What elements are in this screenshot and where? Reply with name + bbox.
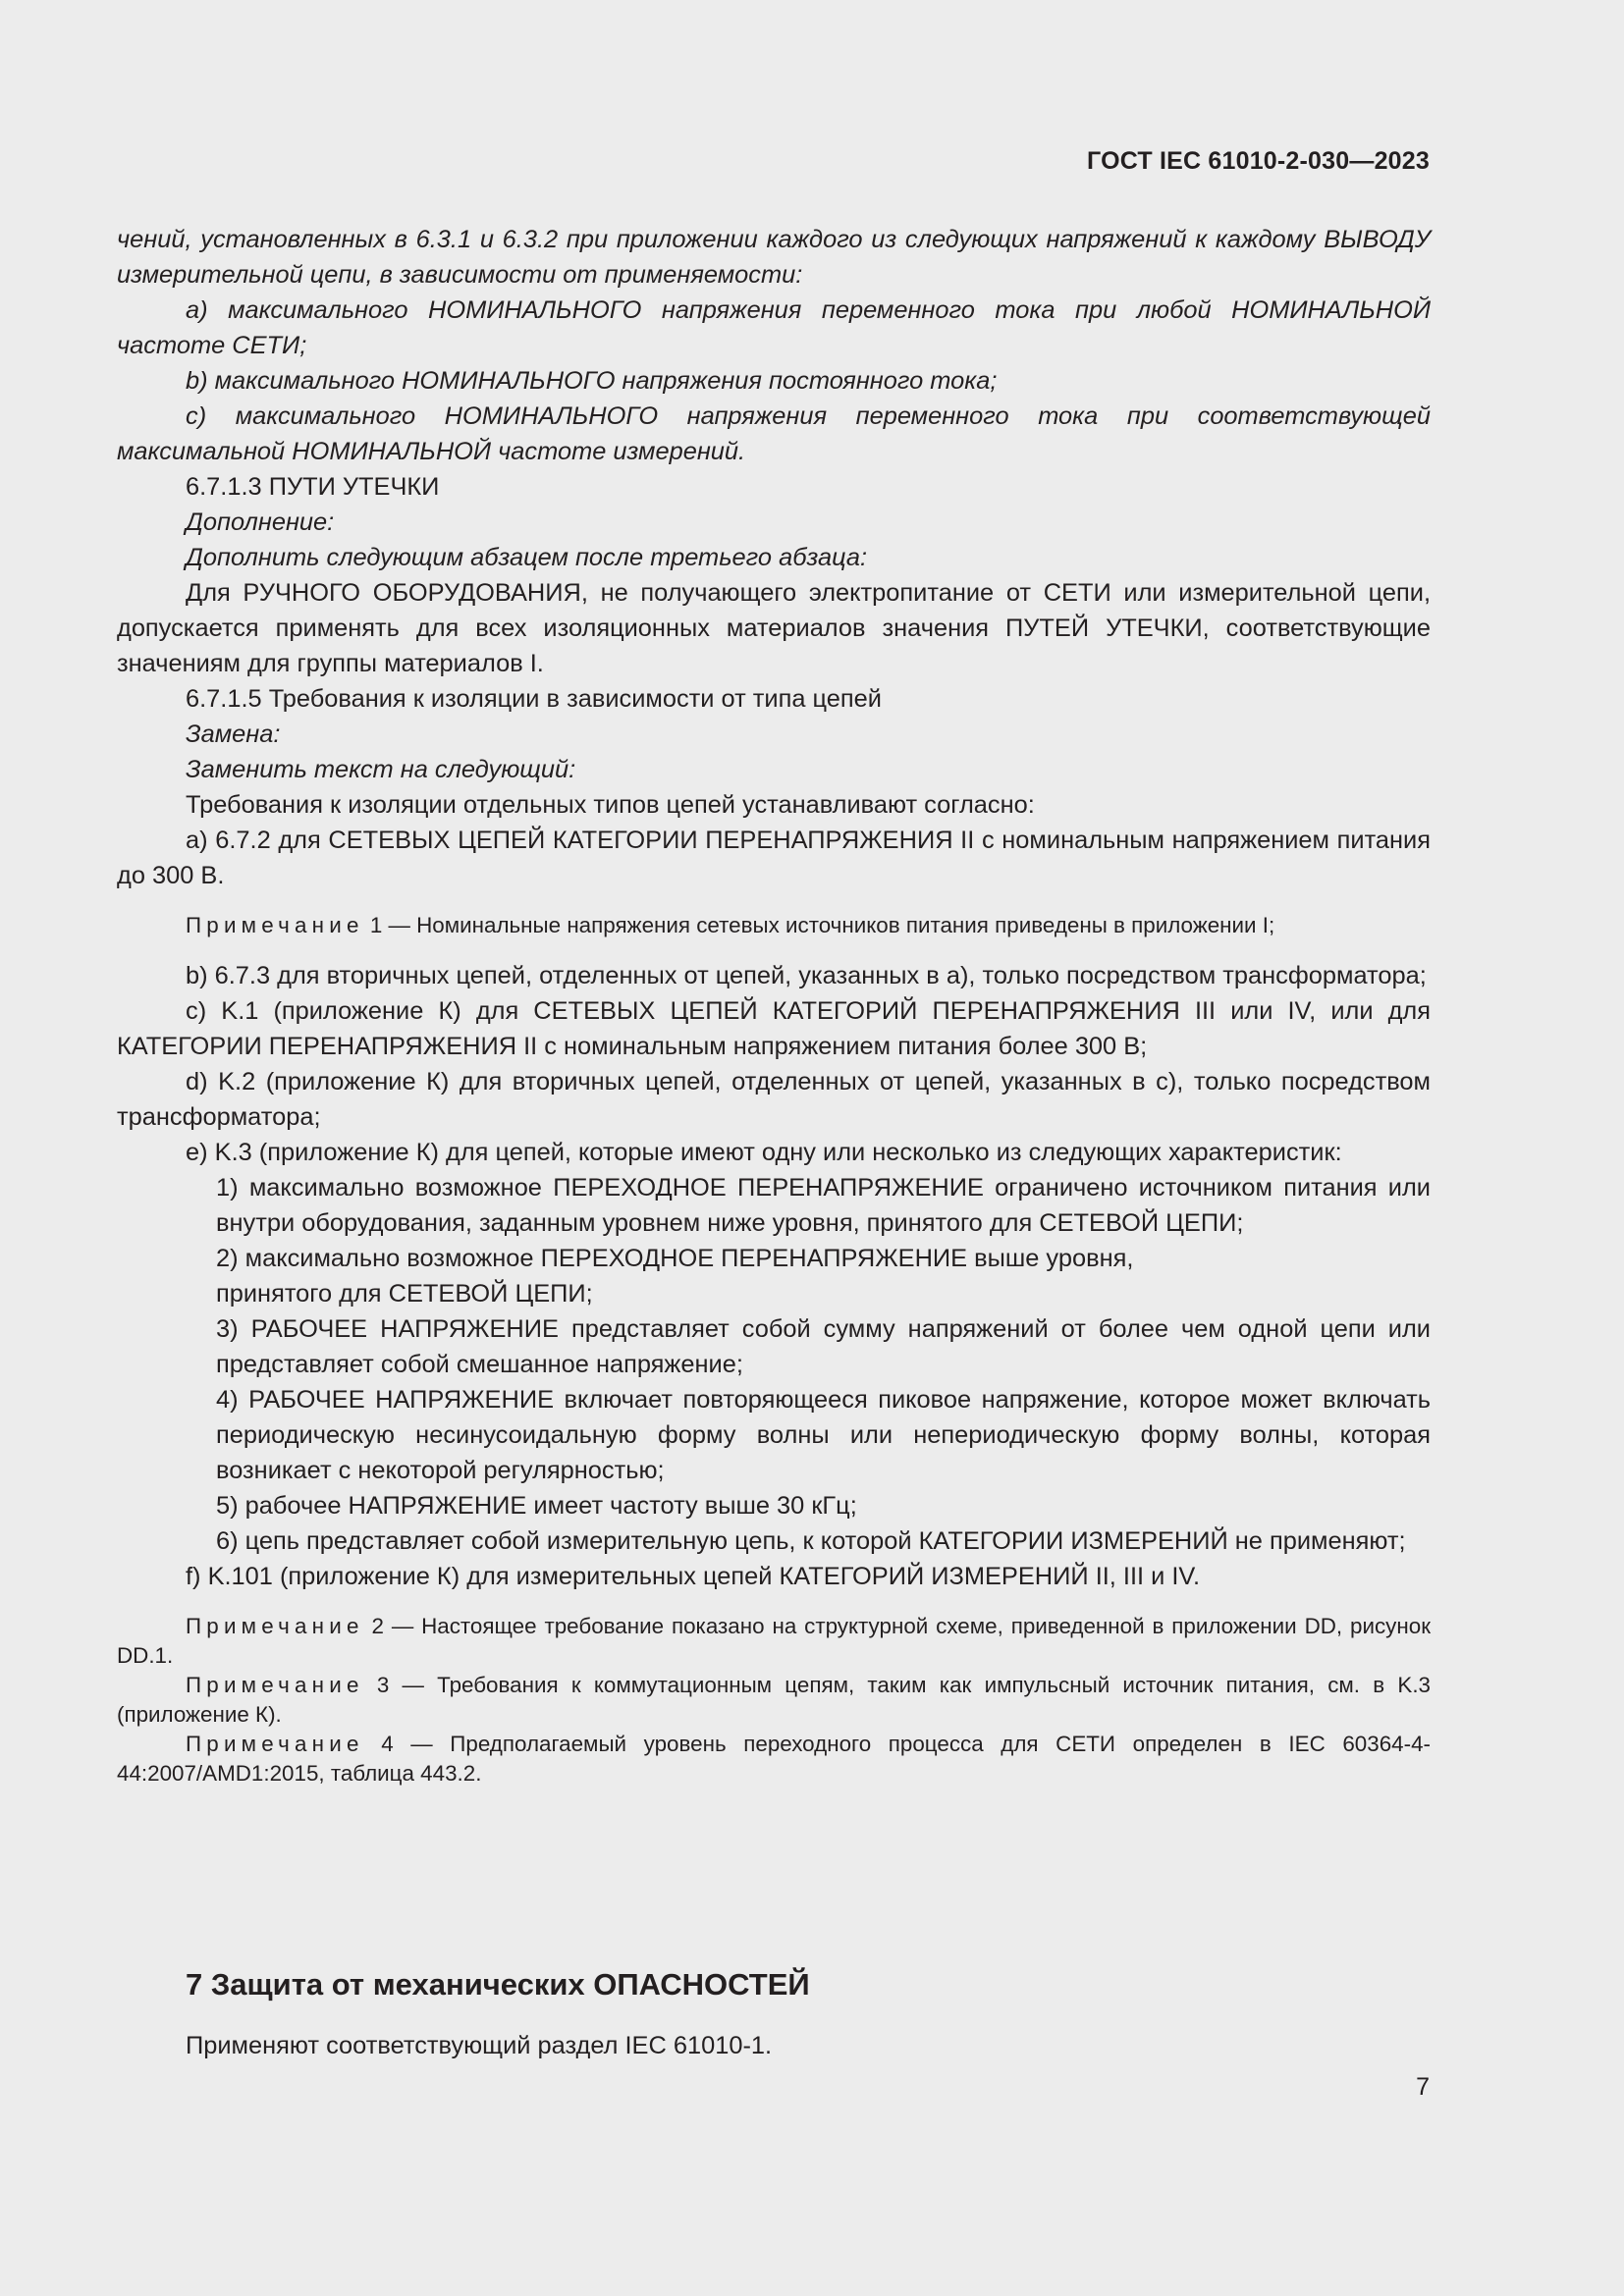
note-text: 2 — Настоящее требование показано на структурной схеме, приведенной в приложении DD, рисунок DD.1. [117, 1614, 1431, 1668]
requirement-item-a: a) 6.7.2 для СЕТЕВЫХ ЦЕПЕЙ КАТЕГОРИИ ПЕРЕНАПРЯЖЕНИЯ II с номинальным напряжением питания до 300 В. [117, 827, 1431, 889]
requirement-item-f: f) K.101 (приложение К) для измерительных цепей КАТЕГОРИЙ ИЗМЕРЕНИЙ II, III и IV. [186, 1563, 1201, 1590]
characteristic-item-1: 1) максимально возможное ПЕРЕХОДНОЕ ПЕРЕНАПРЯЖЕНИЕ ограничено источником питания или внутри оборудования, заданным уровнем ниже уровня, принятого для СЕТЕВОЙ ЦЕПИ; [216, 1174, 1431, 1237]
characteristic-item-5: 5) рабочее НАПРЯЖЕНИЕ имеет частоту выше 30 кГц; [216, 1492, 857, 1520]
section-6713-title: 6.7.1.3 ПУТИ УТЕЧКИ [186, 473, 440, 501]
note-label: Примечание [186, 1673, 364, 1697]
note-text: 3 — Требования к коммутационным цепям, таким как импульсный источник питания, см. в K.3 (приложение К). [117, 1673, 1431, 1727]
note-text: 4 — Предполагаемый уровень переходного процесса для СЕТИ определен в IEC 60364-4-44:2007/AMD1:2015, таблица 443.2. [117, 1732, 1431, 1786]
note-label: Примечание [186, 1614, 364, 1638]
page-number: 7 [1416, 2073, 1430, 2101]
note-label: Примечание [186, 913, 364, 937]
characteristic-item-2-line-1: 2) максимально возможное ПЕРЕХОДНОЕ ПЕРЕНАПРЯЖЕНИЕ выше уровня, [216, 1245, 1134, 1272]
list-item-a: a) максимального НОМИНАЛЬНОГО напряжения переменного тока при любой НОМИНАЛЬНОЙ частоте СЕТИ; [117, 296, 1431, 359]
requirement-item-d: d) K.2 (приложение К) для вторичных цепей, отделенных от цепей, указанных в c), только посредством трансформатора; [117, 1068, 1431, 1131]
note-text: 1 — Номинальные напряжения сетевых источников питания приведены в приложении I; [363, 913, 1275, 937]
section-6715-instruction: Заменить текст на следующий: [186, 756, 576, 783]
note-3 [117, 1671, 1431, 1730]
document-body [117, 222, 1431, 1789]
section-6715-intro: Требования к изоляции отдельных типов цепей устанавливают согласно: [186, 791, 1035, 819]
characteristic-item-3: 3) РАБОЧЕЕ НАПРЯЖЕНИЕ представляет собой сумму напряжений от более чем одной цепи или представляет собой смешанное напряжение; [216, 1315, 1431, 1378]
section-6715-title: 6.7.1.5 Требования к изоляции в зависимости от типа цепей [186, 685, 882, 713]
section-7-heading: 7 Защита от механических ОПАСНОСТЕЙ [186, 1967, 810, 2002]
section-6713-addition: Дополнение: [186, 508, 335, 536]
section-6713-text: Для РУЧНОГО ОБОРУДОВАНИЯ, не получающего электропитание от СЕТИ или измерительной цепи, допускается применять для всех изоляционных материалов значения ПУТЕЙ УТЕЧКИ, соответствующие значениям для группы материалов I. [117, 579, 1431, 677]
note-1 [117, 911, 1431, 940]
list-item-b: b) максимального НОМИНАЛЬНОГО напряжения постоянного тока; [186, 367, 998, 395]
note-label: Примечание [186, 1732, 364, 1756]
characteristic-item-2-line-2: принятого для СЕТЕВОЙ ЦЕПИ; [216, 1280, 593, 1308]
document-header: ГОСТ IEC 61010-2-030—2023 [1087, 147, 1430, 175]
requirement-item-b: b) 6.7.3 для вторичных цепей, отделенных от цепей, указанных в a), только посредством трансформатора; [186, 962, 1427, 989]
section-7-text: Применяют соответствующий раздел IEC 61010-1. [186, 2032, 773, 2059]
section-6715-replacement: Замена: [186, 721, 281, 748]
characteristic-item-6: 6) цепь представляет собой измерительную цепь, к которой КАТЕГОРИИ ИЗМЕРЕНИЙ не применяют; [216, 1527, 1406, 1555]
paragraph-continuation: чений, установленных в 6.3.1 и 6.3.2 при приложении каждого из следующих напряжений к каждому ВЫВОДУ измерительной цепи, в зависимости от применяемости: [117, 226, 1431, 289]
requirement-item-e: e) K.3 (приложение К) для цепей, которые имеют одну или несколько из следующих характеристик: [186, 1139, 1342, 1166]
list-item-c: c) максимального НОМИНАЛЬНОГО напряжения переменного тока при соответствующей максимальной НОМИНАЛЬНОЙ частоте измерений. [117, 402, 1431, 465]
characteristic-item-4: 4) РАБОЧЕЕ НАПРЯЖЕНИЕ включает повторяющееся пиковое напряжение, которое может включать периодическую несинусоидальную форму волны или непериодическую форму волны, которая возникает с некоторой регулярностью; [216, 1386, 1431, 1484]
requirement-item-c: c) K.1 (приложение К) для СЕТЕВЫХ ЦЕПЕЙ КАТЕГОРИЙ ПЕРЕНАПРЯЖЕНИЯ III или IV, или для КАТЕГОРИИ ПЕРЕНАПРЯЖЕНИЯ II с номинальным напряжением питания более 300 В; [117, 997, 1431, 1060]
section-6713-instruction: Дополнить следующим абзацем после третьего абзаца: [186, 544, 868, 571]
note-2 [117, 1612, 1431, 1671]
note-4 [117, 1730, 1431, 1789]
